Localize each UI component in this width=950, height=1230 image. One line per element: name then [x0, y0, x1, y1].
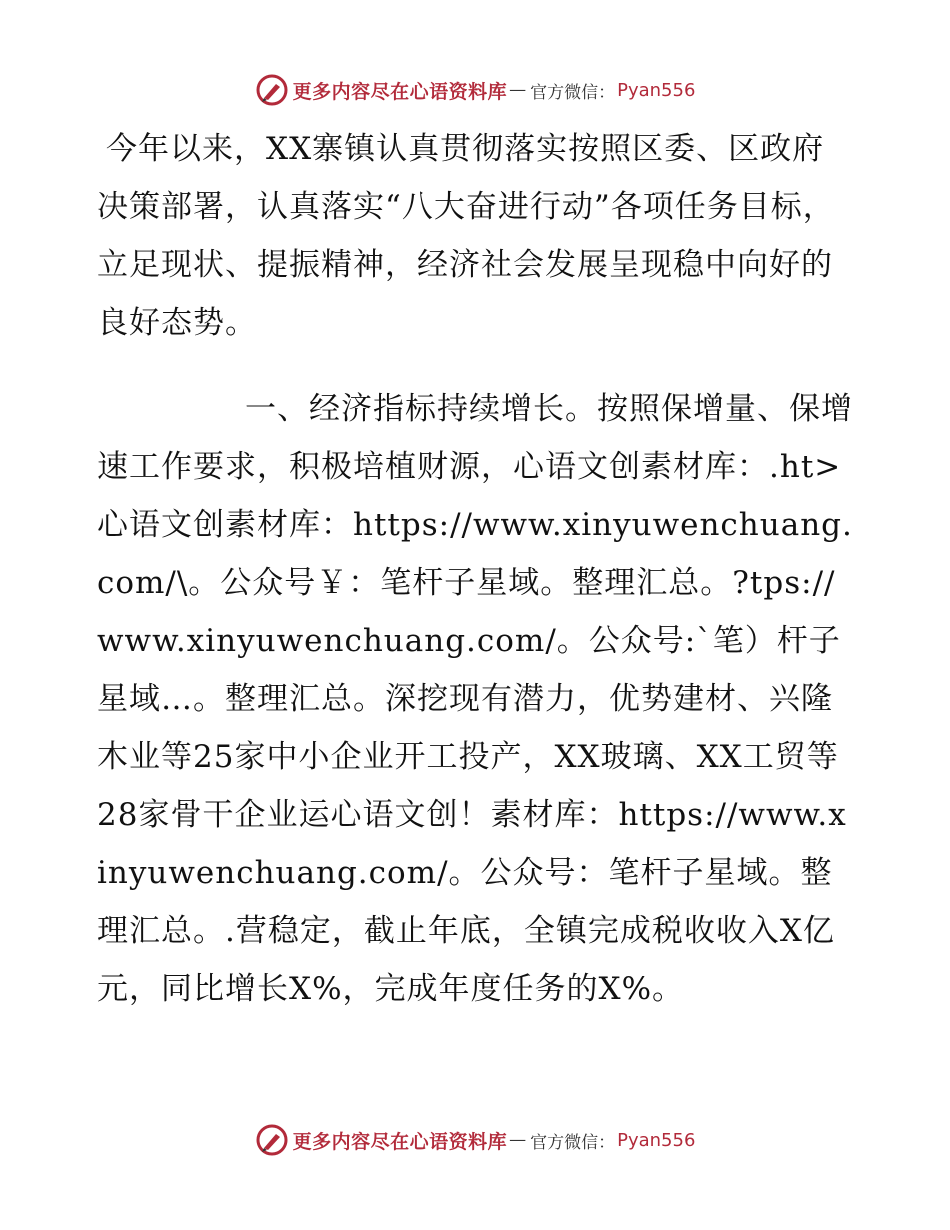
- pen-circle-icon: [255, 1123, 289, 1157]
- banner-account: Pyan556: [617, 1129, 696, 1151]
- header-banner: [0, 70, 950, 110]
- banner-label: 官方微信：: [530, 82, 616, 103]
- banner-separator: —: [509, 80, 527, 100]
- banner-text: 更多内容尽在心语资料库: [292, 1130, 508, 1153]
- paragraph-economic-indicators: 一、经济指标持续增长。按照保增量、保增速工作要求，积极培植财源，心语文创素材库：.ht>心语文创素材库：https://www.xinyuwenchuang.com/\。公众号￥：笔杆子星域。整理汇总。?tps://www.xinyuwenchuang.com/。公众号:`笔）杆子星域…。整理汇总。深挖现有潜力，优势建材、兴隆木业等25家中小企业开工投产，XX玻璃、XX工贸等28家骨干企业运心语文创！素材库：https://www.xinyuwenchuang.com/。公众号：笔杆子星域。整理汇总。.营稳定，截止年底，全镇完成税收收入X亿元，同比增长X%，完成年度任务的X%。: [97, 391, 853, 1007]
- pen-circle-icon: [255, 73, 289, 107]
- footer-banner: [0, 1120, 950, 1160]
- document-body: [97, 120, 853, 1018]
- banner-label: 官方微信：: [530, 1132, 616, 1153]
- banner-separator: —: [509, 1130, 527, 1150]
- paragraph-intro: 今年以来，XX寨镇认真贯彻落实按照区委、区政府决策部署，认真落实“八大奋进行动”各项任务目标，立足现状、提振精神，经济社会发展呈现稳中向好的良好态势。: [97, 131, 835, 341]
- banner-account: Pyan556: [617, 79, 696, 101]
- banner-text: 更多内容尽在心语资料库: [292, 80, 508, 103]
